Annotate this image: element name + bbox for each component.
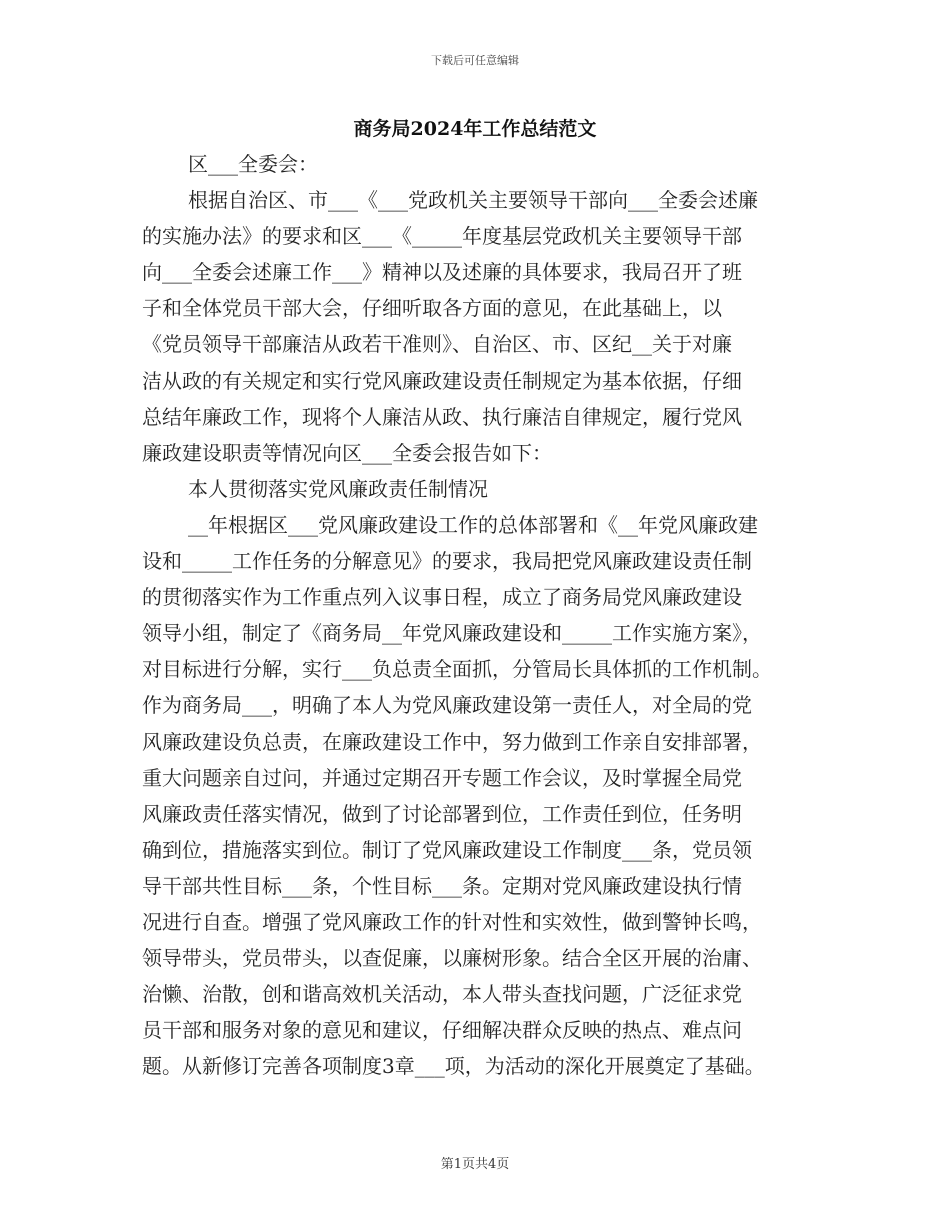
paragraph-line: 员干部和服务对象的意见和建议，仔细解决群众反映的热点、难点问 [142, 1018, 742, 1043]
paragraph-line: 题。从新修订完善各项制度3章___项，为活动的深化开展奠定了基础。 [142, 1054, 765, 1079]
paragraph-line: 《党员领导干部廉洁从政若干准则》、自治区、市、区纪__关于对廉 [142, 332, 732, 357]
document-body [142, 146, 814, 1084]
paragraph-line: __年根据区___党风廉政建设工作的总体部署和《__年党风廉政建 [188, 512, 758, 537]
paragraph-line: 对目标进行分解，实行___负总责全面抓，分管局长具体抓的工作机制。 [142, 657, 772, 682]
salutation-line: 区___全委会： [188, 152, 318, 176]
paragraph-line: 廉政建设职责等情况向区___全委会报告如下： [142, 440, 552, 465]
paragraph-line: 重大问题亲自过问，并通过定期召开专题工作会议，及时掌握全局党 [142, 765, 742, 790]
paragraph-line: 总结年廉政工作，现将个人廉洁从政、执行廉洁自律规定，履行党风 [142, 404, 742, 429]
paragraph-line: 风廉政建设负总责，在廉政建设工作中，努力做到工作亲自安排部署， [142, 729, 762, 754]
paragraph-line: 洁从政的有关规定和实行党风廉政建设责任制规定为基本依据，仔细 [142, 368, 742, 393]
paragraph-line: 的贯彻落实作为工作重点列入议事日程，成立了商务局党风廉政建设 [142, 585, 742, 610]
paragraph-line: 领导带头，党员带头，以查促廉，以廉树形象。结合全区开展的治庸、 [142, 946, 762, 971]
paragraph-line: 作为商务局___，明确了本人为党风廉政建设第一责任人，对全局的党 [142, 693, 752, 718]
paragraph-line: 导干部共性目标___条，个性目标___条。定期对党风廉政建设执行情 [142, 873, 742, 898]
paragraph-line: 况进行自查。增强了党风廉政工作的针对性和实效性，做到警钟长鸣， [142, 909, 762, 934]
paragraph-line: 治懒、治散，创和谐高效机关活动，本人带头查找问题，广泛征求党 [142, 982, 742, 1007]
paragraph-line: 设和_____工作任务的分解意见》的要求，我局把党风廉政建设责任制 [142, 549, 752, 574]
paragraph-line: 的实施办法》的要求和区___《_____年度基层党政机关主要领导干部 [142, 224, 742, 249]
paragraph-line: 子和全体党员干部大会，仔细听取各方面的意见，在此基础上，以 [142, 296, 722, 321]
paragraph-line: 确到位，措施落实到位。制订了党风廉政建设工作制度___条，党员领 [142, 837, 752, 862]
page-footer: 第1页共4页 [440, 1157, 510, 1172]
paragraph-line: 根据自治区、市___《___党政机关主要领导干部向___全委会述廉 [188, 188, 758, 213]
paragraph-line: 风廉政责任落实情况，做到了讨论部署到位，工作责任到位，任务明 [142, 801, 742, 826]
document-title: 商务局2024年工作总结范文 [353, 118, 597, 140]
paragraph-line: 领导小组，制定了《商务局__年党风廉政建设和_____工作实施方案》， [142, 621, 762, 646]
paragraph-line: 向___全委会述廉工作___》精神以及述廉的具体要求，我局召开了班 [142, 260, 742, 285]
page-header: 下载后可任意编辑 [431, 54, 519, 67]
section-heading: 本人贯彻落实党风廉政责任制情况 [188, 476, 488, 501]
